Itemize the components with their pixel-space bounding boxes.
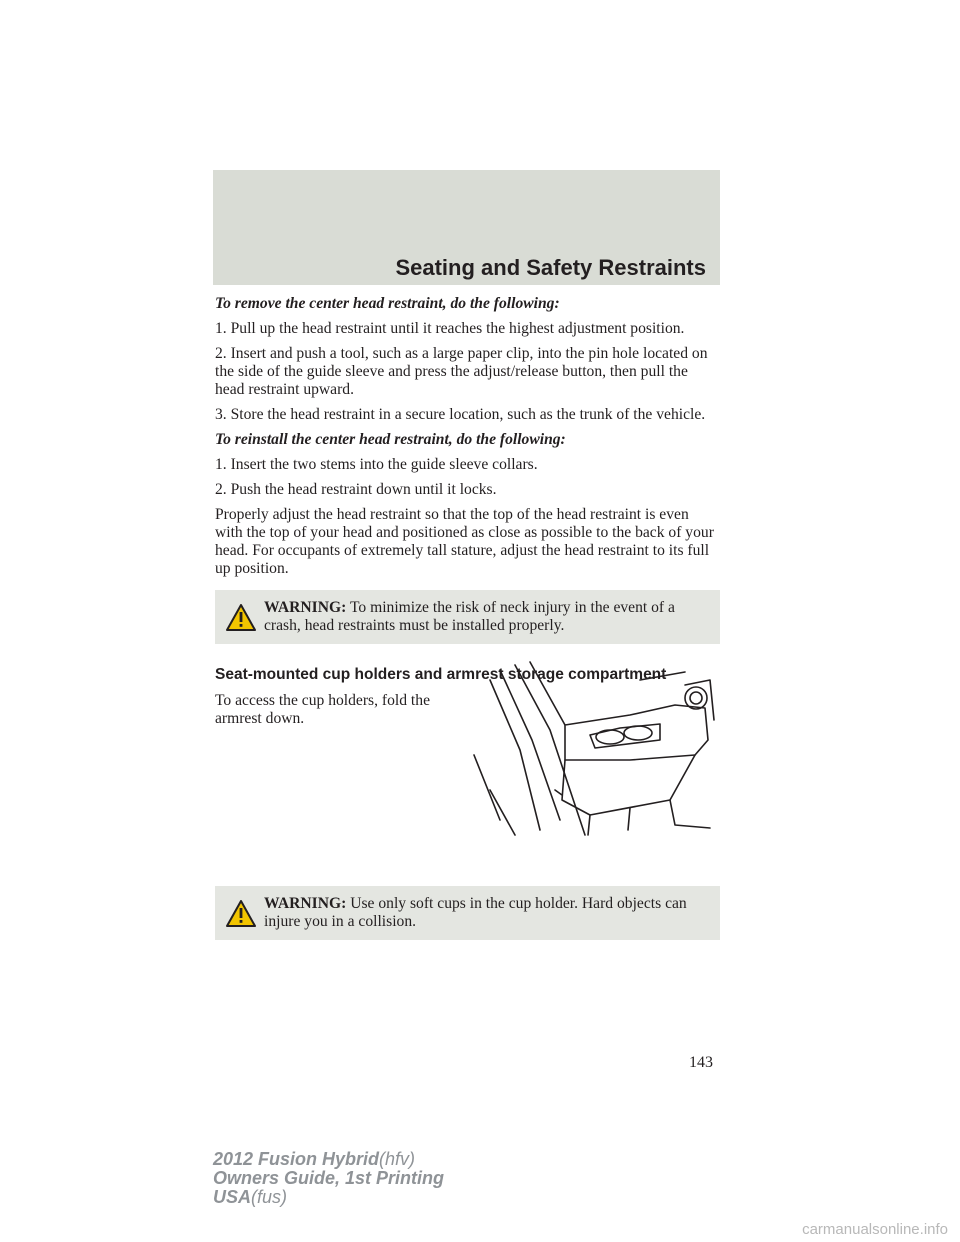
footer-model: 2012 Fusion Hybrid [213,1149,380,1169]
cup-holder-paragraph: To access the cup holders, fold the armrest down. [215,692,430,727]
cup-holder-heading: Seat-mounted cup holders and armrest storage compartment [215,666,667,683]
remove-step-1: 1. Pull up the head restraint until it reaches the highest adjustment position. [215,320,685,337]
footer-market: USA [213,1187,252,1207]
warning-text: To minimize the risk of neck injury in the event of a crash, head restraints must be installed properly. [264,599,675,634]
remove-heading: To remove the center head restraint, do the following: [215,295,560,312]
remove-step-2: 2. Insert and push a tool, such as a large paper clip, into the pin hole located on the side of the guide sleeve and press the adjust/release button, then pull the head restraint upward. [215,345,708,398]
cup-holder-illustration [470,660,715,840]
page-body [215,295,720,940]
footer-guide: Owners Guide, 1st Printing [213,1168,445,1188]
warning-triangle-icon [225,603,257,632]
page-number: 143 [689,1054,713,1071]
warning-text: Use only soft cups in the cup holder. Hard objects can injure you in a collision. [264,895,687,930]
adjust-paragraph: Properly adjust the head restraint so that the top of the head restraint is even with the top of your head and positioned as close as possible to the back of your head. For occupants of extremely tall stature, adjust the head restraint to its full up position. [215,506,714,577]
watermark: carmanualsonline.info [802,1221,948,1238]
warning-box-cups [215,886,720,940]
reinstall-heading: To reinstall the center head restraint, do the following: [215,431,566,448]
footer-market-code: (fus) [251,1187,288,1207]
section-header [213,170,720,285]
remove-step-3: 3. Store the head restraint in a secure location, such as the trunk of the vehicle. [215,406,706,423]
document-footer [213,1150,444,1207]
reinstall-step-2: 2. Push the head restraint down until it locks. [215,481,497,498]
section-title: Seating and Safety Restraints [395,255,706,280]
reinstall-step-1: 1. Insert the two stems into the guide sleeve collars. [215,456,538,473]
warning-box-neck [215,590,720,644]
warning-label: WARNING: [264,895,347,912]
footer-model-code: (hfv) [379,1149,416,1169]
warning-label: WARNING: [264,599,347,616]
warning-triangle-icon [225,899,257,928]
